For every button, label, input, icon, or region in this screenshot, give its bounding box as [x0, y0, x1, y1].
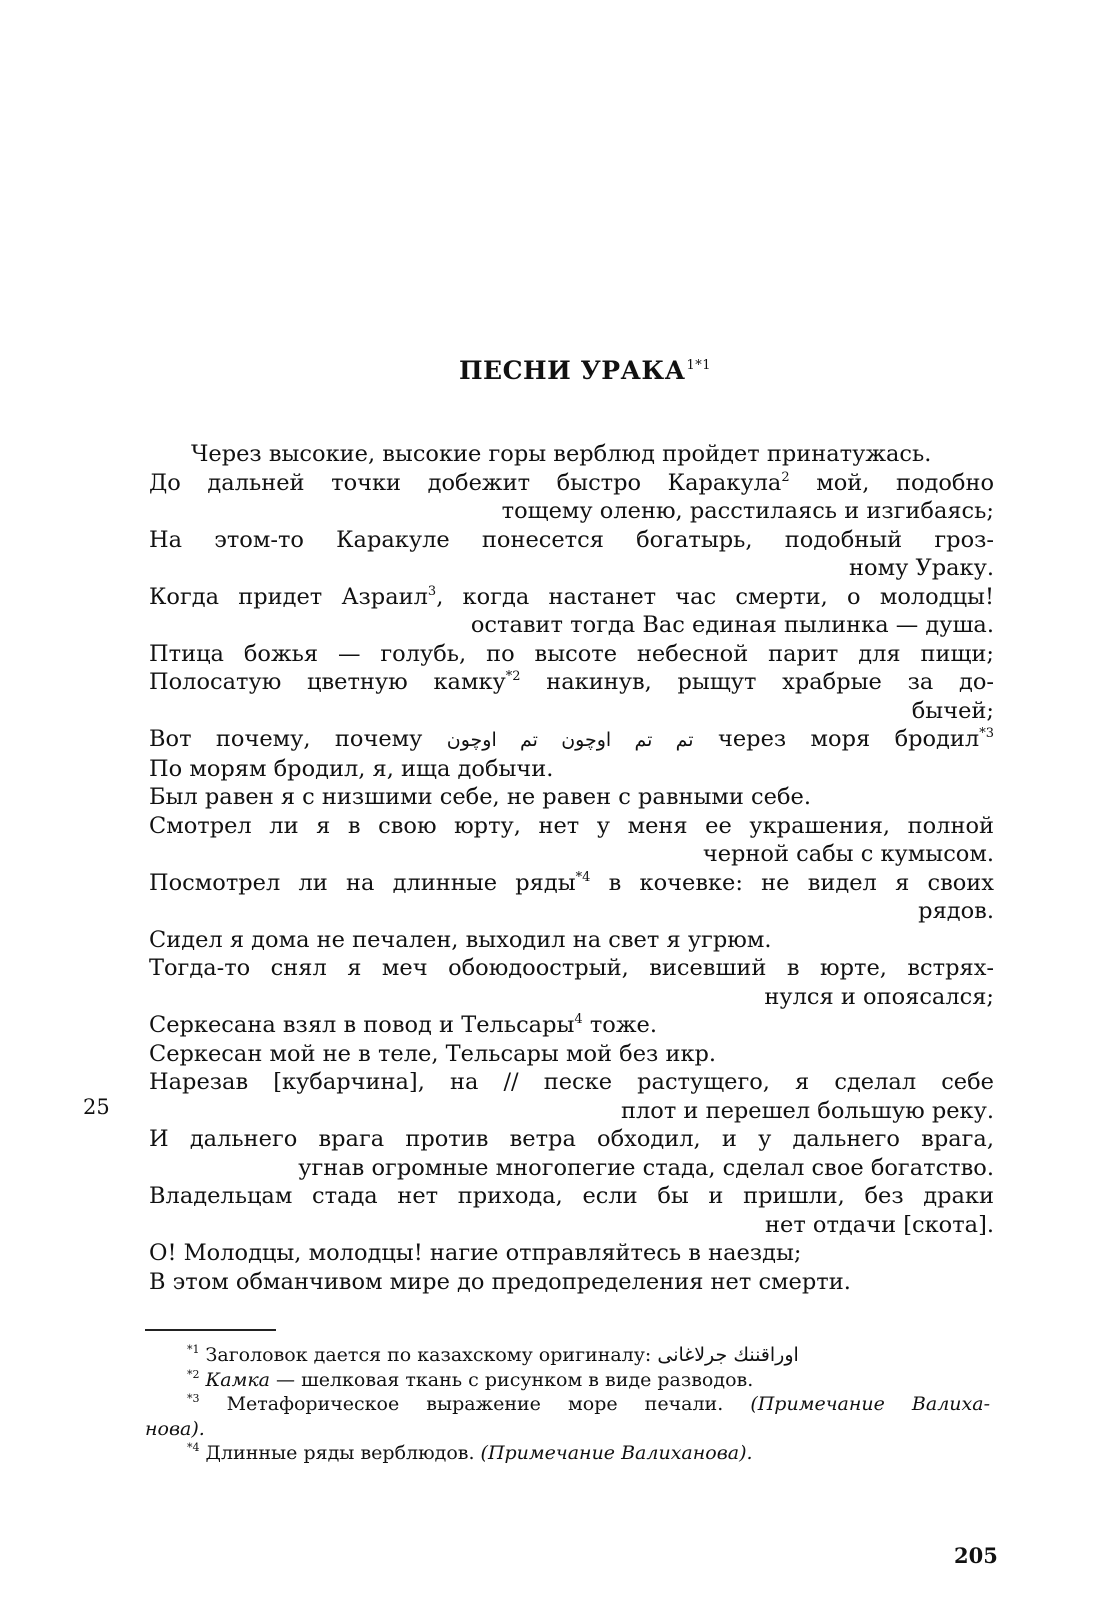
verse-line: Посмотрел ли на длинные ряды$^{*4}$ в кочевке: не видел я своих: [149, 869, 994, 896]
verse-line: Полосатую цветную камку$^{*2}$ накинув, рыщут храбрые за до-: [149, 669, 994, 695]
verse-line-continuation: ному Ураку.: [849, 555, 994, 581]
footnote-separator: [145, 1329, 276, 1331]
verse-line-continuation: плот и перешел большую реку.: [621, 1097, 994, 1124]
verse-16: [149, 1068, 994, 1125]
verse-6: [149, 668, 994, 725]
footnote-ref: 3: [427, 583, 437, 599]
verse-line: Через высокие, высокие горы верблюд пройдет принатужась.: [191, 441, 932, 467]
verse-line: Птица божья — голубь, по высоте небесной парит для пищи;: [149, 640, 994, 667]
verse-line: Был равен я с низшими себе, не равен с равными себе.: [149, 784, 811, 810]
verse-line: По морям бродил, я, ища добычи.: [149, 755, 554, 782]
verse-line: В этом обманчивом мире до предопределения нет смерти.: [149, 1268, 851, 1295]
verse-line-continuation: черной сабы с кумысом.: [702, 841, 994, 867]
verse-line: Вот почему, почему تم تم اوچون تم اوچون через моря бродил$^{*3}$: [149, 726, 994, 752]
verse-line-continuation: угнав огромные многопегие стада, сделал свое богатство.: [298, 1154, 994, 1181]
verse-13: [149, 954, 994, 1011]
verse-line: Нарезав [кубарчина], на // песке растущего, я сделал себе: [149, 1069, 994, 1095]
verse-12: [149, 926, 994, 955]
verse-line-continuation: тощему оленю, расстилаясь и изгибаясь;: [501, 498, 994, 524]
footnote-ref: 4: [574, 1012, 583, 1027]
footnote-mark: *3: [187, 1392, 200, 1405]
verse-10: [149, 812, 994, 869]
verse-line: Сидел я дома не печален, выходил на свет я угрюм.: [149, 926, 772, 953]
verse-17: [149, 1125, 994, 1182]
verse-line-continuation: рядов.: [918, 898, 994, 924]
poem-body: [149, 440, 994, 1296]
verse-line-continuation: бычей;: [911, 697, 994, 724]
title-text: ПЕСНИ УРАКА: [458, 356, 686, 385]
verse-4: [149, 583, 994, 640]
page-number: 205: [954, 1543, 998, 1568]
verse-18: [149, 1182, 994, 1239]
arabic-refrain: تم تم اوچون تم اوچون: [446, 729, 694, 751]
verse-line: Когда придет Азраил$^3$, когда настанет час смерти, о молодцы!: [149, 583, 994, 610]
verse-1: [149, 440, 994, 469]
verse-19: [149, 1239, 994, 1268]
verse-line: На этом-то Каракуле понесется богатырь, подобный гроз-: [149, 526, 994, 553]
arabic-title: اوراقننك جرلاغانى: [657, 1344, 799, 1366]
verse-5: [149, 640, 994, 669]
verse-15: [149, 1040, 994, 1069]
footnote-ref: *3: [979, 726, 994, 741]
footnote-2: $^{*2}$ Камка — шелковая ткань с рисунком в виде разводов.: [187, 1367, 754, 1391]
margin-line-number: 25: [83, 1095, 110, 1119]
verse-8: [149, 755, 994, 784]
verse-line-continuation: нулся и опоясался;: [764, 983, 994, 1010]
verse-line: До дальней точки добежит быстро Каракула$^2$ мой, подобно: [149, 469, 995, 496]
verse-3: [149, 526, 994, 583]
verse-line: О! Молодцы, молодцы! нагие отправляйтесь в наезды;: [149, 1240, 802, 1266]
footnote-1: $^{*1}$ Заголовок дается по казахскому оригиналу: اوراقننك جرلاغانى: [187, 1343, 799, 1366]
verse-14: [149, 1011, 994, 1040]
footnote-4: $^{*4}$ Длинные ряды верблюдов. (Примечание Валиханова).: [187, 1441, 753, 1464]
footnotes: [145, 1343, 990, 1466]
footnote-ref: 2: [781, 469, 790, 485]
footnote-3: $^{*3}$ Метафорическое выражение море печали. (Примечание Валиха- нова).: [145, 1392, 990, 1440]
verse-11: [149, 869, 994, 926]
verse-9: [149, 783, 994, 812]
verse-line: И дальнего врага против ветра обходил, и у дальнего врага,: [149, 1126, 994, 1152]
verse-line-continuation: нет отдачи [скота].: [765, 1211, 994, 1238]
footnote-mark: *4: [187, 1441, 200, 1454]
footnote-ref: *2: [505, 669, 521, 684]
footnote-mark: *2: [187, 1367, 200, 1381]
verse-line: Смотрел ли я в свою юрту, нет у меня ее украшения, полной: [149, 812, 994, 839]
verse-line: Серкесан мой не в теле, Тельсары мой без икр.: [149, 1040, 717, 1067]
title-footnote-mark: 1*1: [686, 358, 712, 373]
verse-20: [149, 1268, 994, 1297]
verse-7: [149, 725, 994, 755]
verse-line-continuation: оставит тогда Вас единая пылинка — душа.: [470, 612, 994, 638]
footnote-ref: *4: [575, 869, 591, 885]
verse-line: Серкесана взял в повод и Тельсары$^4$ тоже.: [149, 1012, 657, 1038]
footnote-mark: *1: [187, 1343, 200, 1356]
verse-line: Владельцам стада нет прихода, если бы и пришли, без драки: [149, 1183, 994, 1209]
verse-2: [149, 469, 994, 526]
verse-line: Тогда-то снял я меч обоюдоострый, висевший в юрте, встрях-: [149, 955, 994, 981]
page-title: [0, 356, 1102, 385]
